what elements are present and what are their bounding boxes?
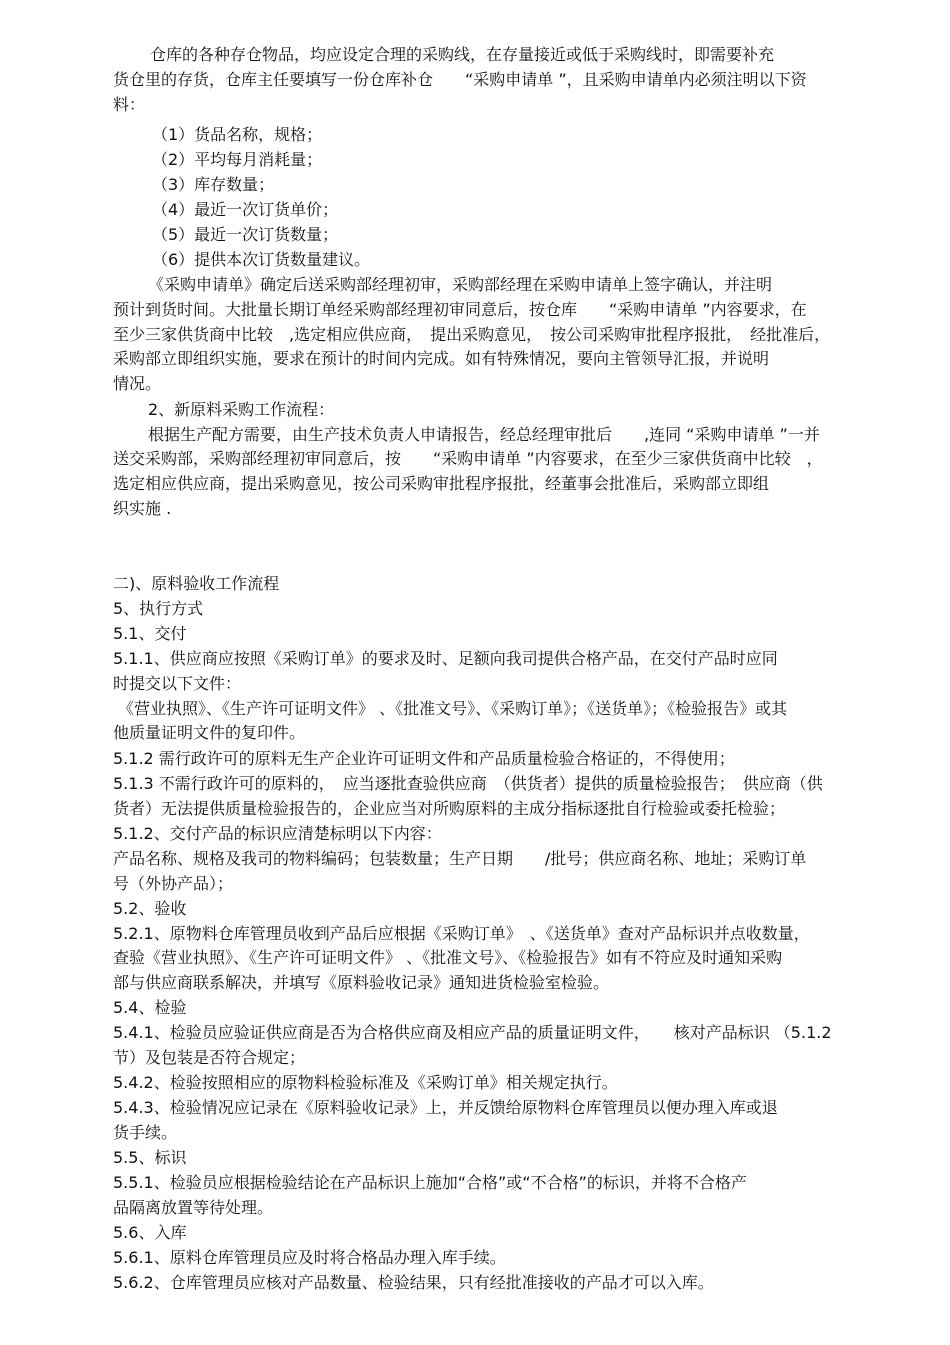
text-line: 料： [113, 95, 146, 114]
list-item: （5）最近一次订货数量； [152, 225, 339, 244]
list-item: （2）平均每月消耗量； [152, 150, 323, 169]
text-line: 品隔离放置等待处理。 [113, 1198, 274, 1217]
section-heading: 5.2、验收 [113, 899, 187, 918]
text-line: 采购部立即组织实施，要求在预计的时间内完成。如有特殊情况，要向主管领导汇报，并说明 [113, 349, 770, 368]
text-line: 根据生产配方需要，由生产技术负责人申请报告，经总经理审批后 ,连同 “采购申请单 ”一并 [148, 425, 820, 444]
text-line: 他质量证明文件的复印件。 [113, 723, 306, 742]
list-item: （6）提供本次订货数量建议。 [152, 250, 371, 269]
text-line: 预计到货时间。大批量长期订单经采购部经理初审同意后，按仓库 “采购申请单 ”内容要求，在 [113, 300, 807, 319]
text-line: 查验《营业执照》、《生产许可证明文件》 、《批准文号》、《检验报告》如有不符应及时通知采购 [113, 948, 783, 967]
text-line: 织实施 . [113, 499, 172, 518]
text-line: 《采购申请单》确定后送采购部经理初审，采购部经理在采购申请单上签字确认，并注明 [148, 275, 773, 294]
text-line: 5.1.2、交付产品的标识应清楚标明以下内容： [113, 824, 442, 843]
text-line: 节）及包装是否符合规定； [113, 1048, 306, 1067]
section-heading: 2、新原料采购工作流程： [148, 400, 335, 419]
text-line: 5.5.1、检验员应根据检验结论在产品标识上施加“合格”或“不合格”的标识，并将不合格产 [113, 1173, 747, 1192]
text-line: 货手续。 [113, 1123, 178, 1142]
text-line: 5.2.1、原物料仓库管理员收到产品后应根据《采购订单》 、《送货单》查对产品标识并点收数量， [113, 924, 810, 943]
section-heading: 5.4、检验 [113, 998, 187, 1017]
text-line: 《营业执照》、《生产许可证明文件》 、《批准文号》、《采购订单》；《送货单》；《检验报告》或其 [118, 699, 788, 718]
list-item: （3）库存数量； [152, 175, 275, 194]
section-heading: 5.1、交付 [113, 624, 187, 643]
text-line: 时提交以下文件： [113, 674, 242, 693]
text-line: 产品名称、规格及我司的物料编码；包装数量；生产日期 /批号；供应商名称、地址；采购订单 [113, 849, 807, 868]
text-line: 5.1.1、供应商应按照《采购订单》的要求及时、足额向我司提供合格产品，在交付产品时应同 [113, 649, 778, 668]
text-line: 仓库的各种存仓物品，均应设定合理的采购线，在存量接近或低于采购线时，即需要补充 [150, 45, 775, 64]
text-line: 至少三家供货商中比较 ,选定相应供应商， 提出采购意见， 按公司采购审批程序报批， 经批准后， [113, 325, 831, 344]
text-line: 货者）无法提供质量检验报告的，企业应当对所购原料的主成分指标逐批自行检验或委托检验； [113, 799, 786, 818]
section-heading: 二)、原料验收工作流程 [113, 574, 280, 593]
text-line: 部与供应商联系解决，并填写《原料验收记录》通知进货检验室检验。 [113, 973, 610, 992]
list-item: （4）最近一次订货单价； [152, 200, 339, 219]
text-line: 送交采购部，采购部经理初审同意后，按 “采购申请单 ”内容要求，在至少三家供货商中比较 ， [113, 449, 823, 468]
section-heading: 5.6、入库 [113, 1223, 187, 1242]
text-line: 5.4.2、检验按照相应的原物料检验标准及《采购订单》相关规定执行。 [113, 1073, 618, 1092]
text-line: 5.6.1、原料仓库管理员应及时将合格品办理入库手续。 [113, 1248, 506, 1267]
section-heading: 5、执行方式 [113, 599, 204, 618]
list-item: （1）货品名称，规格； [152, 125, 323, 144]
text-line: 5.6.2、仓库管理员应核对产品数量、检验结果，只有经批准接收的产品才可以入库。 [113, 1273, 714, 1292]
text-line: 5.1.2 需行政许可的原料无生产企业许可证明文件和产品质量检验合格证的，不得使用； [113, 749, 735, 768]
text-line: 选定相应供应商，提出采购意见，按公司采购审批程序报批，经董事会批准后，采购部立即组 [113, 474, 770, 493]
text-line: 货仓里的存货，仓库主任要填写一份仓库补仓 “采购申请单 ”，且采购申请单内必须注明以下资 [113, 70, 807, 89]
text-line: 情况。 [113, 374, 162, 393]
text-line: 5.1.3 不需行政许可的原料的， 应当逐批查验供应商 （供货者）提供的质量检验报告； 供应商（供 [113, 774, 823, 793]
section-heading: 5.5、标识 [113, 1148, 187, 1167]
text-line: 5.4.3、检验情况应记录在《原料验收记录》上，并反馈给原物料仓库管理员以便办理入库或退 [113, 1098, 778, 1117]
text-line: 号（外协产品）； [113, 874, 234, 893]
text-line: 5.4.1、检验员应验证供应商是否为合格供应商及相应产品的质量证明文件， 核对产品标识 （5.1.2 [113, 1023, 832, 1042]
